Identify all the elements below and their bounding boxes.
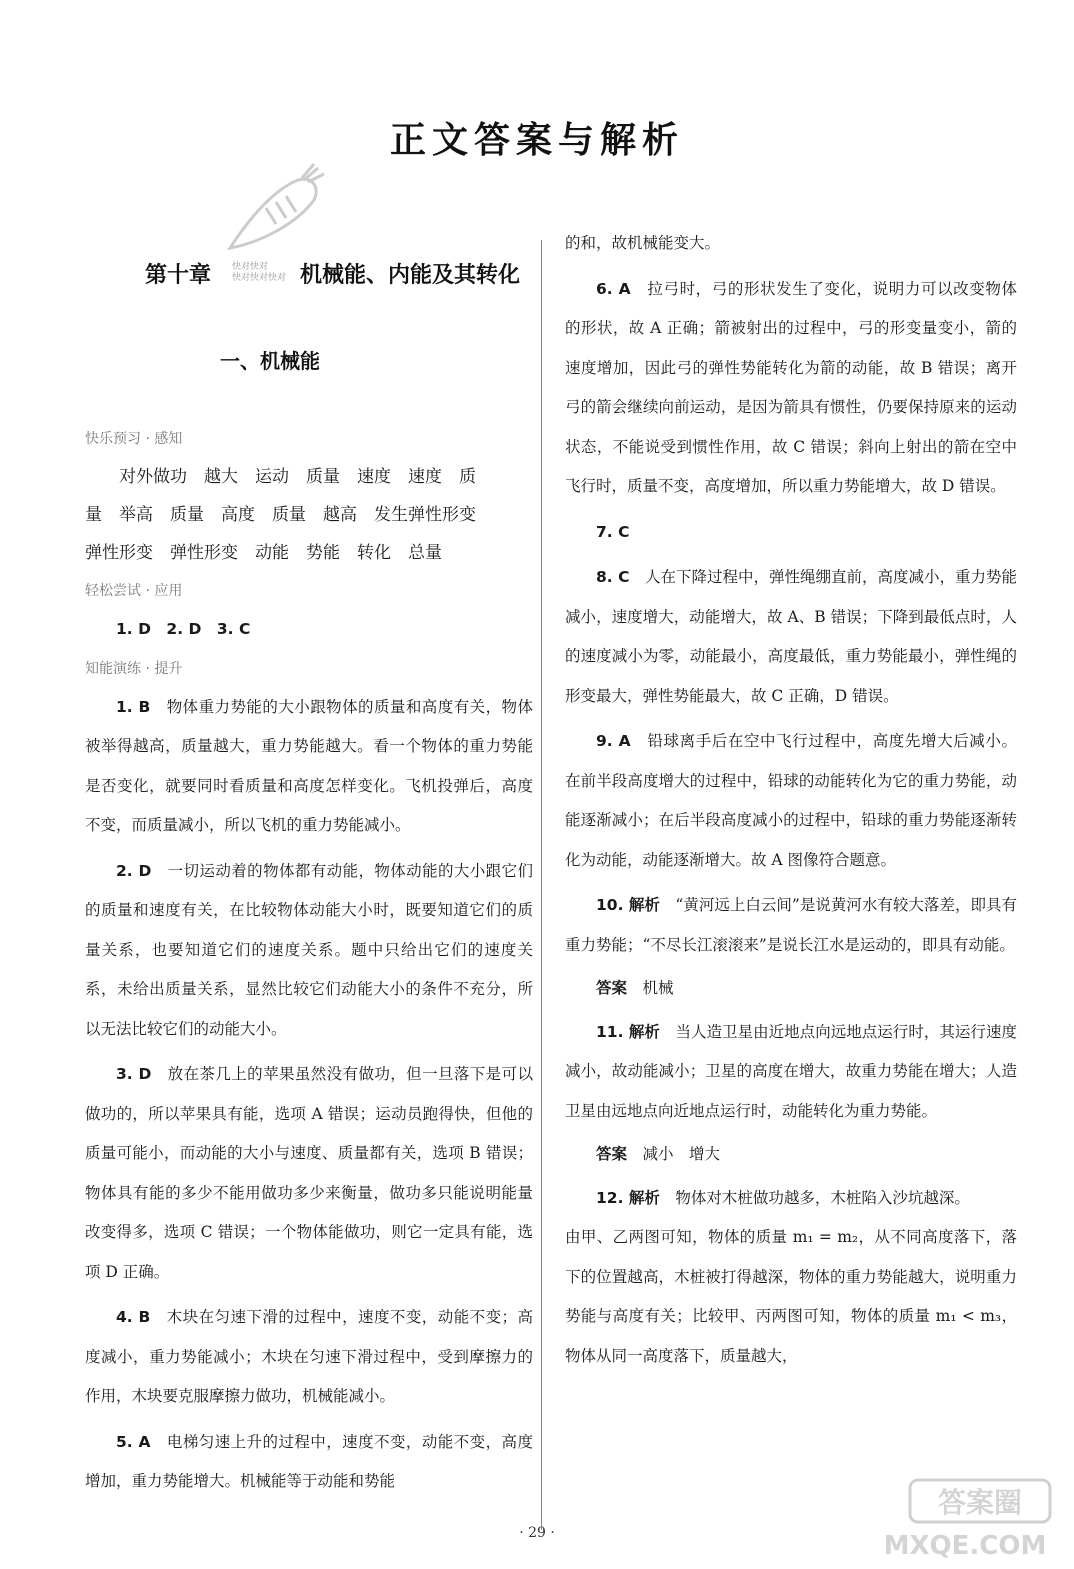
watermark-small: 快对快对 快对快对快对 <box>232 262 287 283</box>
subhead-practice: 知能演练 · 提升 <box>85 660 183 677</box>
subhead-try: 轻松尝试 · 应用 <box>85 583 183 599</box>
answer-12: 12. 解析 物体对木桩做功越多，木桩陷入沙坑越深。 <box>596 1188 970 1207</box>
svg-text:MXQE.COM: MXQE.COM <box>883 1531 1047 1561</box>
column-divider <box>541 240 542 1530</box>
answer-10: 10. 解析 “黄河远上白云间”是说黄河水有较大落差，即具有重力势能；“不尽长江滚滚来”是说长江水是运动的，即具有动能。 <box>565 896 1017 954</box>
answer-2: 2. D 一切运动着的物体都有动能，物体动能的大小跟它们的质量和速度有关，在比较物体动能大小时，既要知道它们的质量关系，也要知道它们的速度关系。题中只给出它们的速度关系，未给出质量关系，显然比较它们动能大小的条件不充分，所以无法比较它们的动能大小。 <box>85 861 533 1038</box>
answer-10-result: 答案 机械 <box>596 979 674 997</box>
keywords-line: 对外做功 越大 运动 质量 速度 速度 质 <box>119 467 476 487</box>
quick-answers: 1. D 2. D 3. C <box>116 620 251 638</box>
section-title: 一、机械能 <box>220 349 320 373</box>
answer-3: 3. D 放在茶几上的苹果虽然没有做功，但一旦落下是可以做功的，所以苹果具有能，选项 A 错误；运动员跑得快，但他的质量可能小，而动能的大小与速度、质量都有关，选项 B 错误；物体具有能的多少不能用做功多少来衡量，做功多只能说明能量改变得多，选项 C 错误；一个物体能做功，则它一定具有能，选项 D 正确。 <box>85 1065 533 1281</box>
answer-4: 4. B 木块在匀速下滑的过程中，速度不变，动能不变；高度减小，重力势能减小；木块在匀速下滑过程中，受到摩擦力的作用，木块要克服摩擦力做功，机械能减小。 <box>85 1308 533 1405</box>
answer-5-continued: 的和，故机械能变大。 <box>565 234 721 252</box>
answer-5: 5. A 电梯匀速上升的过程中，速度不变，动能不变，高度增加，重力势能增大。机械能等于动能和势能 <box>85 1432 533 1490</box>
chapter-name: 机械能、内能及其转化 <box>300 263 521 288</box>
carrot-icon <box>218 160 328 260</box>
answer-8: 8. C 人在下降过程中，弹性绳绷直前，高度减小，重力势能减小，速度增大，动能增大，故 A、B 错误；下降到最低点时，人的速度减小为零，动能最小，高度最低，重力势能最小，弹性绳的形变最大，弹性势能最大，故 C 正确，D 错误。 <box>565 568 1017 705</box>
answer-9: 9. A 铅球离手后在空中飞行过程中，高度先增大后减小。在前半段高度增大的过程中，铅球的动能转化为它的重力势能，动能逐渐减小；在后半段高度减小的过程中，铅球的重力势能逐渐转化为动能，动能逐渐增大。故 A 图像符合题意。 <box>565 732 1017 869</box>
answer-11: 11. 解析 当人造卫星由近地点向远地点运行时，其运行速度减小，故动能减小；卫星的高度在增大，故重力势能在增大；人造卫星由远地点向近地点运行时，动能转化为重力势能。 <box>565 1022 1017 1120</box>
keywords-line: 量 举高 质量 高度 质量 越高 发生弹性形变 <box>85 505 476 525</box>
answer-12-continued: 由甲、乙两图可知，物体的质量 m₁ = m₂，从不同高度落下，落下的位置越高，木桩被打得越深，物体的重力势能越大，说明重力势能与高度有关；比较甲、丙两图可知，物体的质量 m₁ < m₃，物体从同一高度落下，质量越大， <box>565 1228 1017 1365</box>
keywords-line: 弹性形变 弹性形变 动能 势能 转化 总量 <box>85 543 442 563</box>
subhead-preview: 快乐预习 · 感知 <box>85 431 183 447</box>
answer-11-result: 答案 减小 增大 <box>596 1145 721 1163</box>
left-column <box>85 420 533 1502</box>
page-title: 正文答案与解析 <box>389 120 684 161</box>
mxqe-logo-icon <box>870 1478 1060 1563</box>
page-number: · 29 · <box>519 1525 555 1541</box>
answer-7: 7. C <box>596 522 630 541</box>
svg-text:答案圈: 答案圈 <box>937 1486 1023 1519</box>
chapter-number: 第十章 <box>145 263 212 288</box>
answer-1: 1. B 物体重力势能的大小跟物体的质量和高度有关，物体被举得越高，质量越大，重力势能越大。看一个物体的重力势能是否变化，就要同时看质量和高度怎样变化。飞机投弹后，高度不变，而质量减小，所以飞机的重力势能减小。 <box>85 697 533 834</box>
right-column <box>565 224 1017 1376</box>
answer-6: 6. A 拉弓时，弓的形状发生了变化，说明力可以改变物体的形状，故 A 正确；箭被射出的过程中，弓的形变量变小，箭的速度增加，因此弓的弹性势能转化为箭的动能，故 B 错误；离开弓的箭会继续向前运动，是因为箭具有惯性，仍要保持原来的运动状态，不能说受到惯性作用，故 C 错误；斜向上射出的箭在空中飞行时，质量不变，高度增加，所以重力势能增大，故 D 错误。 <box>565 279 1017 495</box>
